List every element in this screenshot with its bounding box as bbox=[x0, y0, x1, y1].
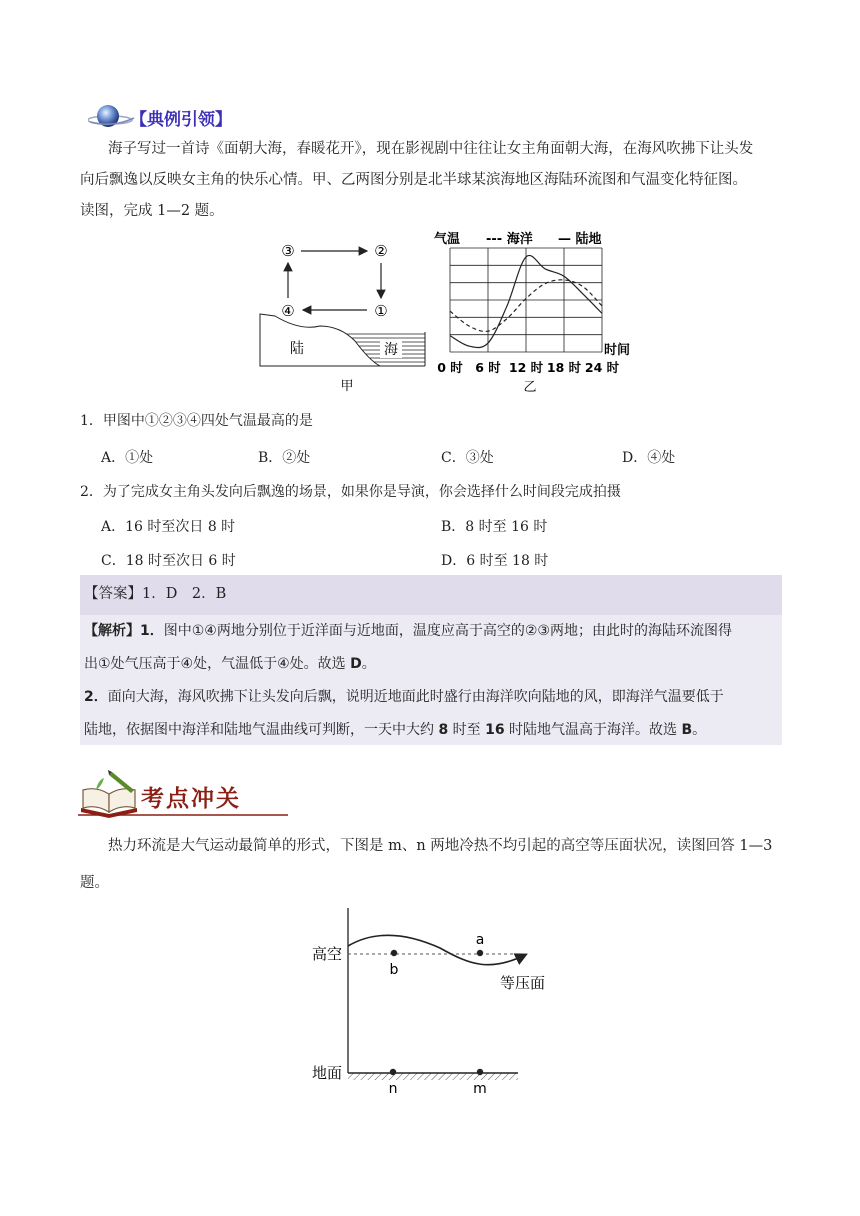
figure-yi bbox=[430, 228, 640, 396]
intro-line-1: 海子写过一首诗《面朝大海，春暖花开》，现在影视剧中往往让女主角面朝大海，在海风吹拂下让头发 bbox=[108, 141, 754, 157]
ground-hatching bbox=[348, 1073, 518, 1080]
isobaric-curve bbox=[348, 935, 525, 964]
section-title-kaodian: 考点冲关 bbox=[141, 786, 241, 812]
point-b bbox=[391, 950, 397, 956]
label-n: n bbox=[388, 1081, 398, 1097]
jiexi-label: 【解析】 bbox=[84, 623, 140, 639]
yi-grid bbox=[450, 248, 602, 352]
e2-end: 。 bbox=[692, 722, 707, 738]
e2-line2: 陆地，依据图中海洋和陆地气温曲线可判断，一天中大约 bbox=[84, 722, 439, 738]
yi-tick-labels bbox=[437, 360, 619, 375]
point-m bbox=[477, 1069, 483, 1075]
label-a: a bbox=[475, 932, 485, 948]
answer-text: 1．D 2．B bbox=[142, 586, 227, 602]
q2-stem: 2．为了完成女主角头发向后飘逸的场景，如果你是导演，你会选择什么时间段完成拍摄 bbox=[80, 484, 621, 500]
e2-line2-b: 时陆地气温高于海洋。故选 bbox=[504, 722, 682, 738]
q2-option-b: B．8 时至 16 时 bbox=[441, 519, 548, 535]
intro2-line-2: 题。 bbox=[80, 875, 109, 891]
point-n bbox=[390, 1069, 396, 1075]
section-title: 【典例引领】 bbox=[130, 110, 232, 130]
point-1: ① bbox=[374, 302, 388, 320]
e2-number: 2． bbox=[84, 689, 108, 705]
e1-choice: D bbox=[350, 656, 362, 672]
q2-option-d: D．6 时至 18 时 bbox=[441, 553, 549, 569]
tick-label: 18 时 bbox=[546, 360, 582, 375]
e2-line1: 面向大海，海风吹拂下让头发向后飘，说明近地面此时盛行由海洋吹向陆地的风，即海洋气温要低于 bbox=[107, 689, 724, 705]
heading-underline bbox=[78, 812, 288, 818]
tick-label: 24 时 bbox=[584, 360, 620, 375]
land-shape bbox=[260, 314, 380, 366]
q1-option-a: A．①处 bbox=[101, 450, 154, 466]
label-b: b bbox=[389, 962, 399, 978]
e2-choice: B bbox=[681, 722, 693, 738]
q1-option-b: B．②处 bbox=[258, 450, 311, 466]
label-dengyamian: 等压面 bbox=[500, 974, 546, 992]
q1-option-d: D．④处 bbox=[622, 450, 676, 466]
yi-legend-land: — 陆地 bbox=[558, 232, 602, 247]
caption-yi: 乙 bbox=[523, 380, 537, 395]
label-gaokong: 高空 bbox=[312, 945, 343, 963]
e2-hour-8: 8 bbox=[438, 722, 449, 738]
q2-option-a: A．16 时至次日 8 时 bbox=[101, 519, 236, 535]
e2-mid: 时至 bbox=[448, 722, 486, 738]
yi-ylabel: 气温 bbox=[434, 232, 461, 247]
point-2: ② bbox=[374, 242, 388, 260]
answer-label: 【答案】 bbox=[84, 586, 142, 602]
point-a bbox=[477, 950, 483, 956]
intro2-line-1: 热力环流是大气运动最简单的形式，下图是 m、n 两地冷热不均引起的高空等压面状况，读图回答 1—3 bbox=[108, 838, 773, 854]
tick-label: 0 时 bbox=[437, 360, 463, 375]
yi-xlabel: 时间 bbox=[604, 343, 631, 358]
label-dimian: 地面 bbox=[312, 1064, 343, 1082]
figure-isobar bbox=[300, 900, 565, 1100]
e1-number: 1． bbox=[140, 623, 164, 639]
intro-line-3: 读图，完成 1—2 题。 bbox=[80, 203, 224, 219]
answer-box bbox=[80, 575, 782, 745]
yi-legend-sea: --- 海洋 bbox=[486, 232, 533, 247]
point-4: ④ bbox=[281, 302, 295, 320]
answer-row bbox=[80, 575, 782, 615]
figure-jia bbox=[255, 236, 430, 396]
point-3: ③ bbox=[281, 242, 295, 260]
e1-line2: 出①处气压高于④处，气温低于④处。故选 bbox=[84, 656, 351, 672]
land-label: 陆 bbox=[290, 341, 304, 357]
q2-option-c: C．18 时至次日 6 时 bbox=[101, 553, 236, 569]
q1-stem: 1．甲图中①②③④四处气温最高的是 bbox=[80, 413, 313, 429]
e1-end: 。 bbox=[361, 656, 376, 672]
tick-label: 12 时 bbox=[508, 360, 544, 375]
sea-label: 海 bbox=[384, 342, 398, 358]
intro-line-2: 向后飘逸以反映女主角的快乐心情。甲、乙两图分别是北半球某滨海地区海陆环流图和气温变化特征图。 bbox=[80, 172, 747, 188]
q1-option-c: C．③处 bbox=[441, 450, 494, 466]
section-heading-kaodian bbox=[78, 768, 288, 820]
tick-label: 6 时 bbox=[475, 360, 501, 375]
section-heading-dianli bbox=[88, 100, 288, 136]
caption-jia: 甲 bbox=[340, 379, 354, 394]
e2-hour-16: 16 bbox=[485, 722, 505, 738]
globe-icon bbox=[88, 102, 136, 134]
label-m: m bbox=[473, 1081, 487, 1097]
e1-line1: 图中①④两地分别位于近洋面与近地面，温度应高于高空的②③两地；由此时的海陆环流图得 bbox=[163, 623, 732, 639]
explanation bbox=[80, 615, 782, 747]
